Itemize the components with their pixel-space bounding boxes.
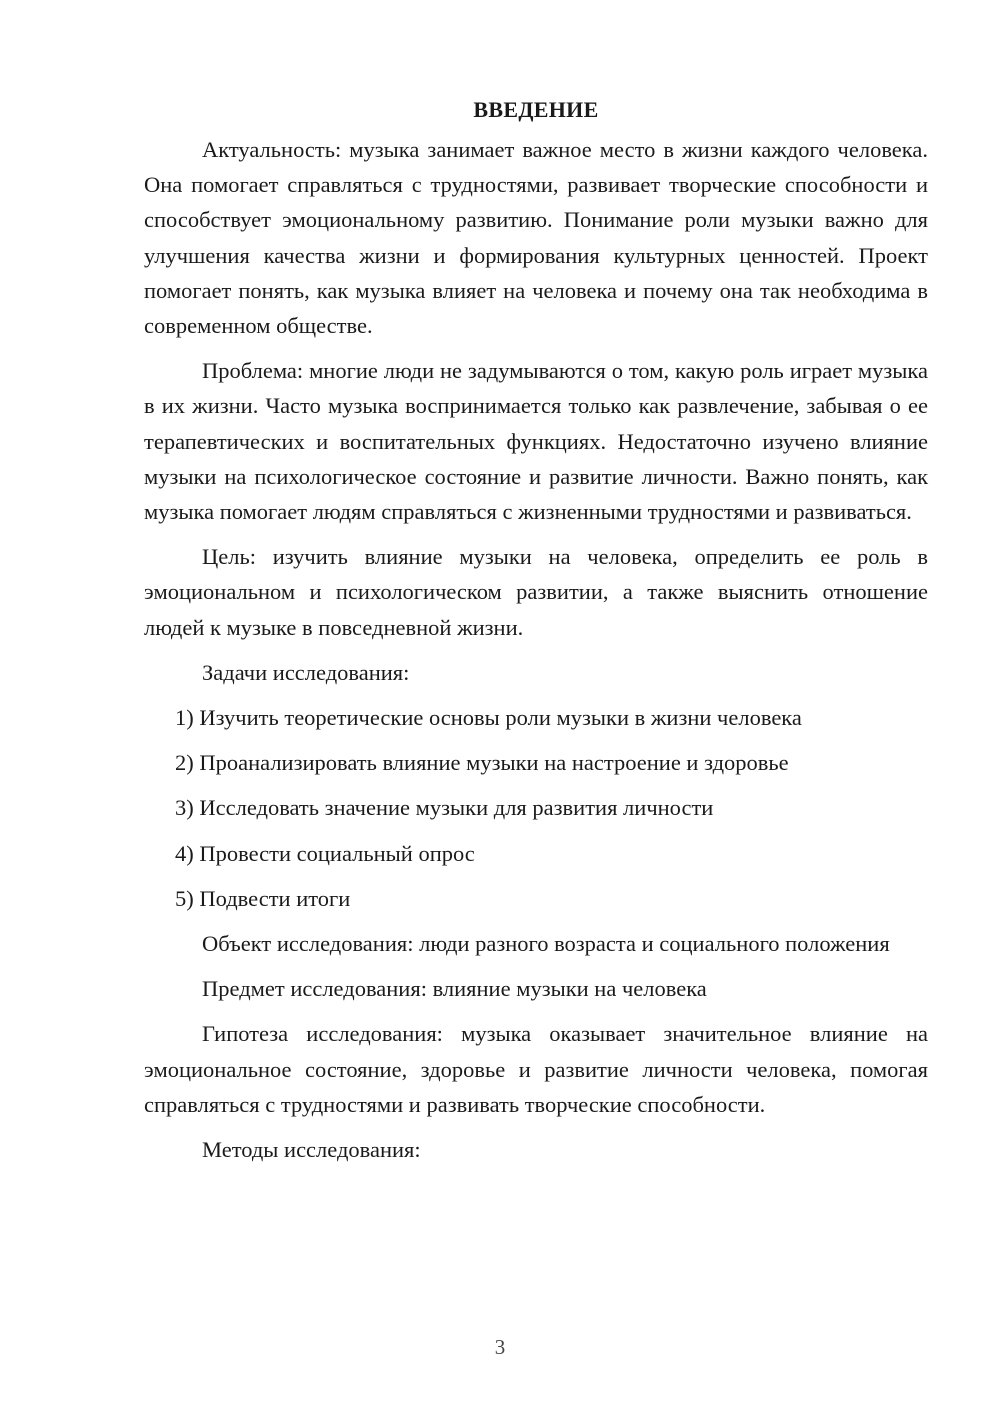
list-item: 5) Подвести итоги <box>175 885 351 911</box>
document-page <box>144 92 928 1177</box>
methods-heading: Методы исследования: <box>202 1137 421 1163</box>
paragraph-relevance: Актуальность: музыка занимает важное место в жизни каждого человека. Она помогает справляться с трудностями, развивает творческие способности и способствует эмоциональному развитию. Понимание роли музыки важно для улучшения качества жизни и формирования культурных ценностей. Проект помогает понять, как музыка влияет на человека и почему она так необходима в современном обществе. <box>144 137 928 339</box>
list-item: 2) Проанализировать влияние музыки на настроение и здоровье <box>175 750 789 776</box>
paragraph-subject: Предмет исследования: влияние музыки на человека <box>202 976 707 1002</box>
paragraph-hypothesis: Гипотеза исследования: музыка оказывает значительное влияние на эмоциональное состояние, здоровье и развитие личности человека, помогая справляться с трудностями и развивать творческие способности. <box>144 1021 928 1117</box>
tasks-list <box>144 700 928 916</box>
paragraph-object: Объект исследования: люди разного возраста и социального положения <box>202 931 890 957</box>
paragraph-goal: Цель: изучить влияние музыки на человека, определить ее роль в эмоциональном и психологическом развитии, а также выяснить отношение людей к музыке в повседневной жизни. <box>144 544 928 640</box>
list-item: 4) Провести социальный опрос <box>175 840 475 866</box>
page-title: ВВЕДЕНИЕ <box>473 97 599 122</box>
list-item: 3) Исследовать значение музыки для развития личности <box>175 795 714 821</box>
tasks-heading: Задачи исследования: <box>202 659 410 685</box>
page-number: 3 <box>494 1335 506 1359</box>
paragraph-problem: Проблема: многие люди не задумываются о том, какую роль играет музыка в их жизни. Часто музыка воспринимается только как развлечение, забывая о ее терапевтических и воспитательных функциях. Недостаточно изучено влияние музыки на психологическое состояние и развитие личности. Важно понять, как музыка помогает людям справляться с жизненными трудностями и развиваться. <box>144 358 928 525</box>
list-item: 1) Изучить теоретические основы роли музыки в жизни человека <box>175 705 802 731</box>
